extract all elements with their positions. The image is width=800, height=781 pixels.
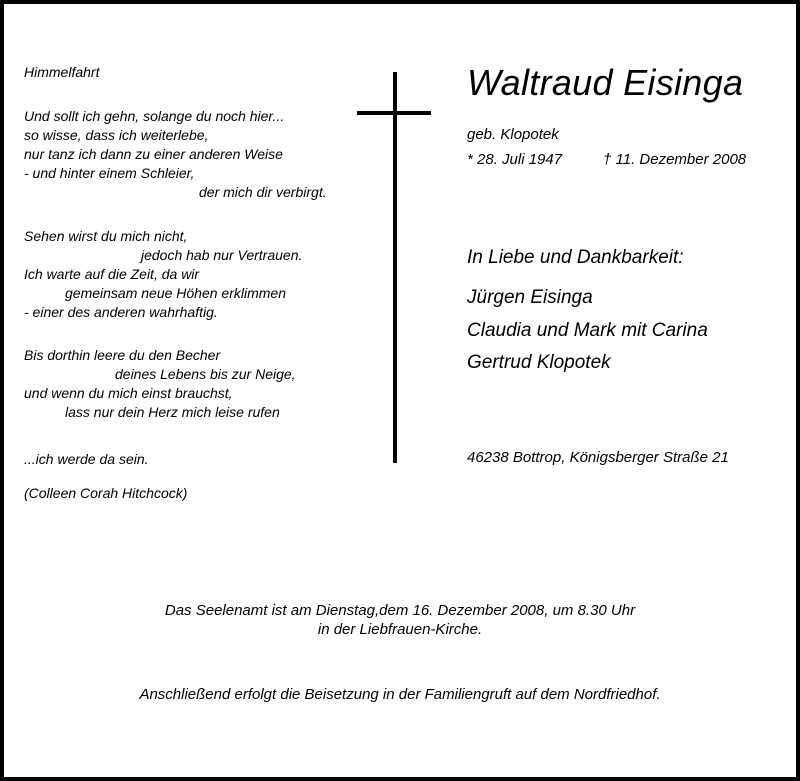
poem-line: deines Lebens bis zur Neige,: [115, 366, 296, 382]
poem-line: - und hinter einem Schleier,: [24, 165, 195, 181]
poem-closing: ...ich werde da sein.: [24, 451, 149, 467]
poem-line: so wisse, dass ich weiterlebe,: [24, 127, 209, 143]
poem-line: Sehen wirst du mich nicht,: [24, 228, 188, 244]
service-line-2: in der Liebfrauen-Kirche.: [317, 621, 483, 638]
mourners-intro: In Liebe und Dankbarkeit:: [467, 247, 684, 268]
birth-name: geb. Klopotek: [467, 126, 559, 143]
poem-line: nur tanz ich dann zu einer anderen Weise: [24, 146, 283, 162]
poem-author: (Colleen Corah Hitchcock): [24, 485, 188, 501]
poem-line: lass nur dein Herz mich leise rufen: [65, 404, 280, 420]
mourner-name: Jürgen Eisinga: [467, 287, 593, 308]
poem-line: und wenn du mich einst brauchst,: [24, 385, 233, 401]
birth-date: * 28. Juli 1947: [467, 151, 563, 168]
address: 46238 Bottrop, Königsberger Straße 21: [467, 449, 729, 466]
poem-line: Bis dorthin leere du den Becher: [24, 347, 221, 363]
poem-line: der mich dir verbirgt.: [199, 184, 327, 200]
death-date: † 11. Dezember 2008: [603, 151, 747, 168]
poem-line: Und sollt ich gehn, solange du noch hier...: [24, 108, 285, 124]
poem-title: Himmelfahrt: [24, 64, 100, 80]
cross-vertical-bar: [393, 72, 397, 463]
mourner-name: Claudia und Mark mit Carina: [467, 320, 708, 341]
poem-line: gemeinsam neue Höhen erklimmen: [65, 285, 286, 301]
burial-info: Anschließend erfolgt die Beisetzung in der Familiengruft auf dem Nordfriedhof.: [139, 686, 661, 703]
cross-horizontal-bar: [357, 111, 431, 115]
service-line-1: Das Seelenamt ist am Dienstag,dem 16. Dezember 2008, um 8.30 Uhr: [164, 602, 636, 619]
poem-line: jedoch hab nur Vertrauen.: [141, 247, 303, 263]
deceased-name: Waltraud Eisinga: [467, 62, 744, 103]
poem-line: - einer des anderen wahrhaftig.: [24, 304, 218, 320]
mourner-name: Gertrud Klopotek: [467, 352, 611, 373]
poem-line: Ich warte auf die Zeit, da wir: [24, 266, 200, 282]
